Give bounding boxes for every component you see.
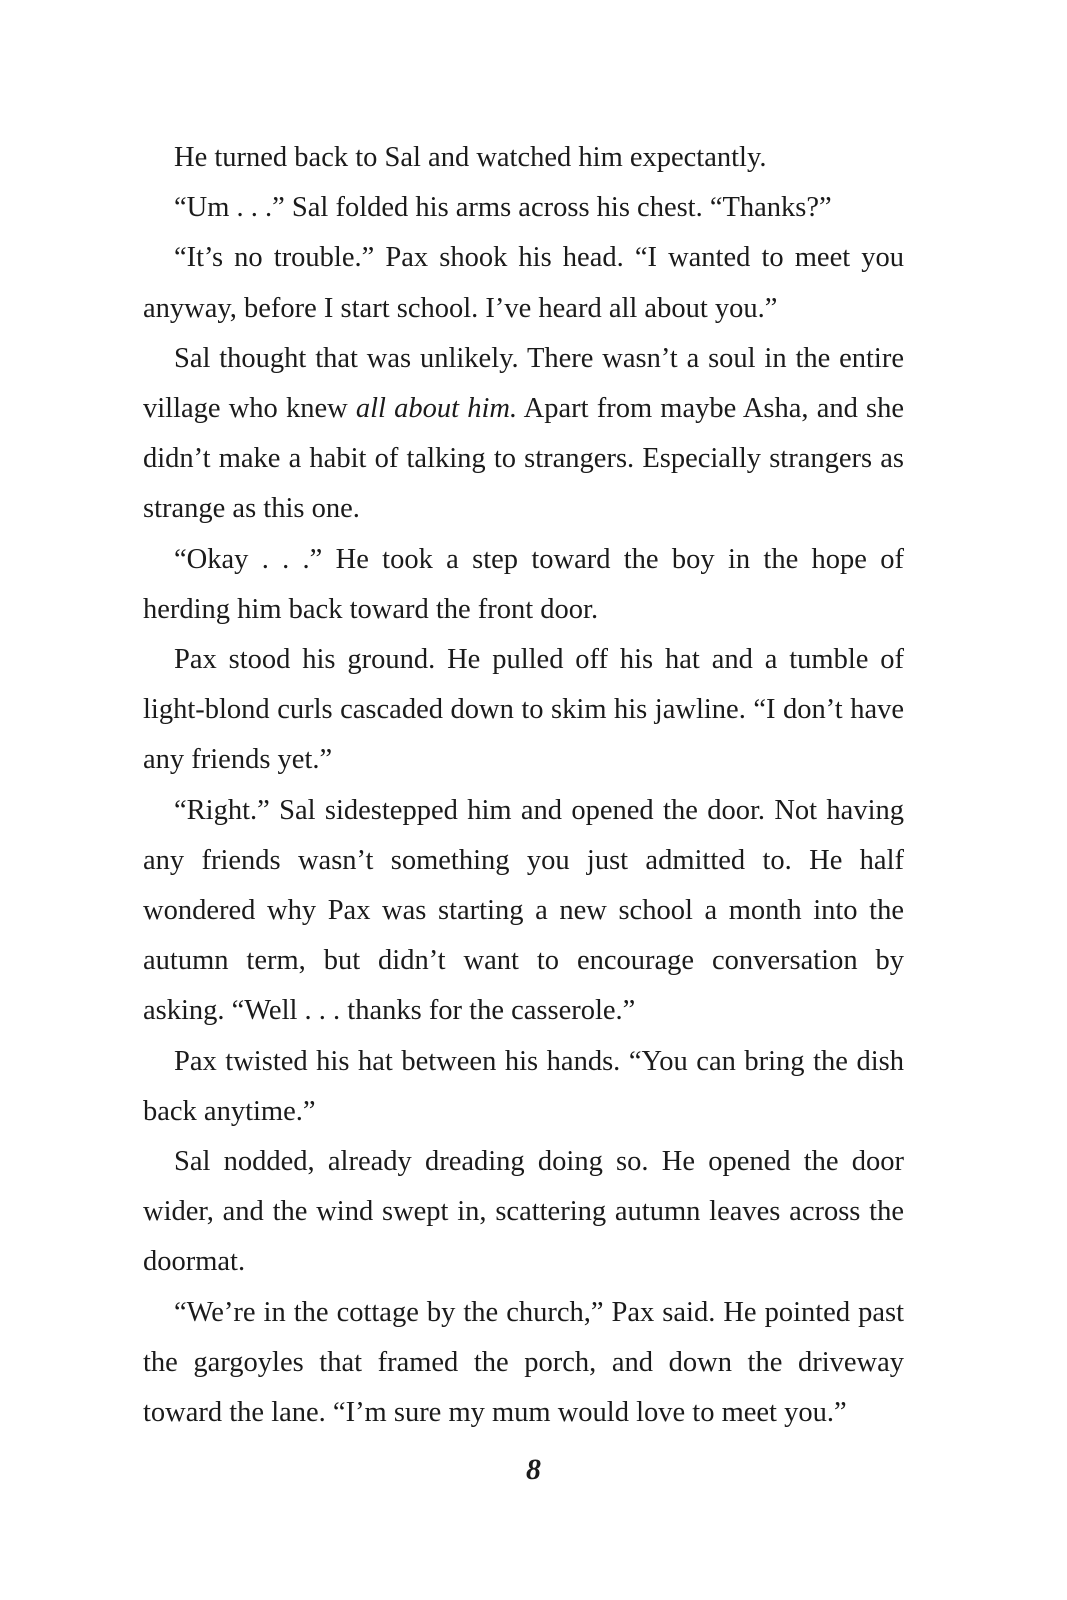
body-text bbox=[143, 133, 904, 1438]
page-number: 8 bbox=[526, 1453, 541, 1486]
paragraph bbox=[143, 786, 904, 1037]
italic-text-segment: all about him. bbox=[355, 393, 518, 425]
paragraph bbox=[143, 233, 904, 333]
text-segment: Apart from maybe Asha, and she didn’t make a habit of talking to strangers. Especially strangers as strange as this one. bbox=[143, 393, 905, 525]
paragraph bbox=[143, 183, 904, 233]
text-segment: “Um . . .” Sal folded his arms across his chest. “Thanks?” bbox=[174, 192, 832, 224]
text-segment: Sal thought that was unlikely. There wasn’t a soul in the entire village who knew bbox=[143, 342, 904, 425]
text-segment: “Okay . . .” He took a step toward the boy in the hope of herding him back toward the front door. bbox=[143, 543, 904, 625]
paragraph bbox=[143, 1137, 904, 1288]
paragraph bbox=[143, 133, 904, 183]
paragraph bbox=[143, 535, 904, 635]
text-segment: “Right.” Sal sidestepped him and opened the door. Not having any friends wasn’t something you just admitted to. He half wondered why Pax was starting a new school a month into the autumn term, but didn’t want to encourage conversation by asking. “Well . . . thanks for the casserole.” bbox=[143, 794, 904, 1027]
text-segment: Pax stood his ground. He pulled off his hat and a tumble of light-blond curls cascaded down to skim his jawline. “I don’t have any friends yet.” bbox=[143, 644, 904, 776]
paragraph bbox=[143, 1037, 904, 1137]
text-segment: “We’re in the cottage by the church,” Pax said. He pointed past the gargoyles that framed the porch, and down the driveway toward the lane. “I’m sure my mum would love to meet you.” bbox=[143, 1296, 904, 1429]
paragraph bbox=[143, 635, 904, 786]
text-segment: Sal nodded, already dreading doing so. He opened the door wider, and the wind swept in, scattering autumn leaves across the doormat. bbox=[143, 1146, 904, 1278]
paragraph bbox=[143, 334, 904, 535]
text-segment: “It’s no trouble.” Pax shook his head. “I wanted to meet you anyway, before I start school. I’ve heard all about you.” bbox=[143, 242, 904, 324]
text-segment: He turned back to Sal and watched him expectantly. bbox=[174, 142, 767, 173]
text-segment: Pax twisted his hat between his hands. “You can bring the dish back anytime.” bbox=[143, 1045, 904, 1127]
paragraph bbox=[143, 1288, 904, 1439]
